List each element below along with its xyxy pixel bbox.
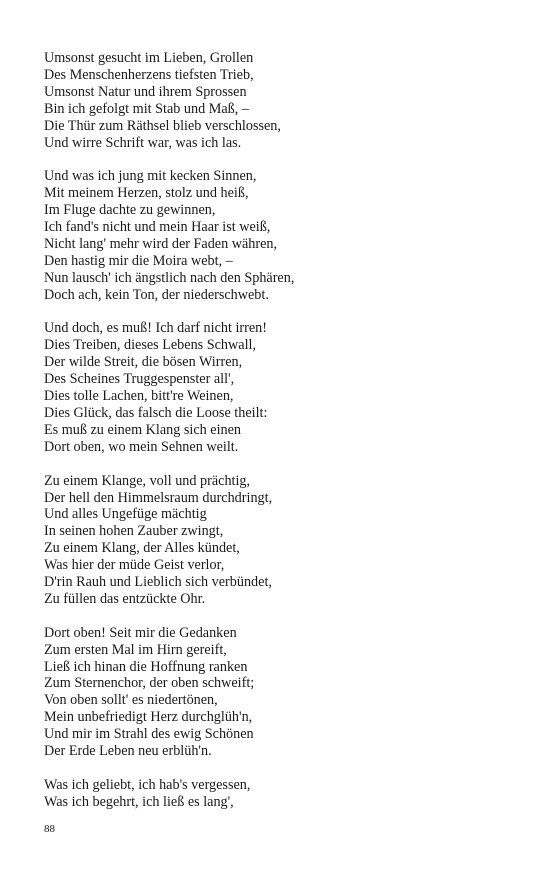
stanza-4 [44,473,524,608]
poem-line: Des Scheines Truggespenster all', [44,371,235,388]
poem-line: Nicht lang' mehr wird der Faden währen, [44,235,278,252]
poem-line: Der hell den Himmelsraum durchdringt, [44,489,273,506]
poem-line: Von oben sollt' es niedertönen, [44,692,218,709]
poem-line: Mein unbefriedigt Herz durchglüh'n, [44,709,253,726]
poem-line: Den hastig mir die Moira webt, – [44,252,233,269]
poem-line: Was ich geliebt, ich hab's vergessen, [44,776,251,793]
stanza-3 [44,320,524,455]
poem-line: Ließ ich hinan die Hoffnung ranken [44,658,248,675]
poem-line: Nun lausch' ich ängstlich nach den Sphären, [44,269,295,286]
poem-line: Zum Sternenchor, der oben schweift; [44,675,255,692]
poem-line: In seinen hohen Zauber zwingt, [44,523,224,540]
poem-line: Was ich begehrt, ich ließ es lang', [44,793,234,810]
poem-line: Und alles Ungefüge mächtig [44,506,207,523]
stanza-5 [44,625,524,760]
stanza-2 [44,168,524,303]
poem-line: Zum ersten Mal im Hirn gereift, [44,641,227,658]
poem-line: Zu einem Klang, der Alles kündet, [44,540,240,557]
poem-line: Des Menschenherzens tiefsten Trieb, [44,66,254,83]
poem-line: Im Fluge dachte zu gewinnen, [44,202,216,219]
poem-line: Was hier der müde Geist verlor, [44,557,225,574]
poem-line: Und doch, es muß! Ich darf nicht irren! [44,320,267,337]
poem-body [44,50,524,828]
poem-line: Dort oben, wo mein Sehnen weilt. [44,438,239,455]
poem-line: Und mir im Strahl des ewig Schönen [44,726,254,743]
poem-line: Dies Glück, das falsch die Loose theilt: [44,405,268,421]
poem-line: Der Erde Leben neu erblüh'n. [44,743,212,760]
poem-line: Umsonst gesucht im Lieben, Grollen [44,50,254,66]
poem-line: Mit meinem Herzen, stolz und heiß, [44,185,249,202]
poem-line: Es muß zu einem Klang sich einen [44,421,241,438]
poem-line: Die Thür zum Räthsel blieb verschlossen, [44,117,281,134]
poem-line: Bin ich gefolgt mit Stab und Maß, – [44,100,249,117]
poem-line: Zu füllen das entzückte Ohr. [44,590,206,607]
poem-line: D'rin Rauh und Lieblich sich verbündet, [44,574,272,591]
poem-line: Umsonst Natur und ihrem Sprossen [44,83,247,100]
page-number: 88 [44,823,55,835]
stanza-1 [44,50,524,151]
poem-line: Dies tolle Lachen, bitt're Weinen, [44,388,234,405]
poem-line: Dies Treiben, dieses Lebens Schwall, [44,337,256,354]
poem-line: Doch ach, kein Ton, der niederschwebt. [44,286,269,303]
poem-line: Und wirre Schrift war, was ich las. [44,134,242,151]
stanza-6 [44,777,524,811]
poem-line: Der wilde Streit, die bösen Wirren, [44,354,243,371]
poem-line: Und was ich jung mit kecken Sinnen, [44,168,257,185]
poem-line: Ich fand's nicht und mein Haar ist weiß, [44,219,271,236]
poem-line: Dort oben! Seit mir die Gedanken [44,624,237,641]
poem-line: Zu einem Klange, voll und prächtig, [44,472,251,489]
